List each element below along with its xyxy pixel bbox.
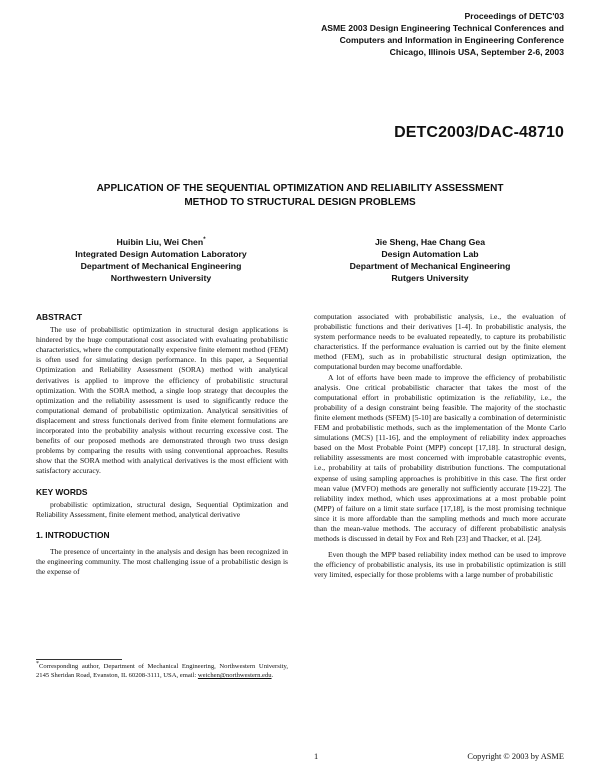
right-column [314, 312, 566, 580]
author-block-rutgers [322, 236, 538, 284]
page-number: 1 [314, 752, 319, 761]
abstract-heading: ABSTRACT [36, 312, 83, 322]
reliability-term: reliability [504, 392, 534, 402]
footnote-mark: * [36, 660, 39, 667]
title-line-2: METHOD TO STRUCTURAL DESIGN PROBLEMS [184, 197, 416, 208]
author-lab: Design Automation Lab [381, 249, 479, 259]
author-lab: Integrated Design Automation Laboratory [75, 249, 247, 259]
body-paragraph-1: computation associated with probabilistic analysis, i.e., the evaluation of probabilistic functions and their derivatives [1-4]. In probabilistic analysis, the system performance needs to be evaluated repeatedly, to capture its probabilistic characteristics. If the performance evaluation is carried out by the finite element method (FEM), such as in probabilistic structural design optimization, the computational burden may become unaffordable. [314, 312, 566, 372]
footnote-mark: * [203, 237, 206, 244]
author-names: Huibin Liu, Wei Chen [116, 237, 204, 247]
proceedings-line-1: Proceedings of DETC'03 [464, 11, 564, 21]
paper-title [40, 182, 560, 210]
introduction-text: The presence of uncertainty in the analysis and design has been recognized in the engineering community. The most challenging issue of a probabilistic design is the expense of [36, 546, 288, 577]
body-paragraph-2 [314, 373, 566, 545]
body-paragraph-3: Even though the MPP based reliability index method can be used to improve the efficiency of probabilistic analysis, its use in probabilistic optimization is still very limited, especially for those problems with a large number of probabilistic [314, 550, 566, 580]
footnote-divider [36, 659, 122, 660]
footnote-end: . [271, 671, 274, 679]
author-univ: Northwestern University [110, 273, 212, 283]
author-dept: Department of Mechanical Engineering [349, 261, 511, 271]
footnote-text: Corresponding author, Department of Mechanical Engineering, Northwestern University, 2145 Sheridan Road, Evanston, IL 60208-3111, USA, email: [36, 663, 288, 679]
footnote [36, 660, 288, 681]
author-dept: Department of Mechanical Engineering [80, 261, 242, 271]
keywords-text: probabilistic optimization, structural design, Sequential Optimization and Reliability Assessment, finite element method, analytical derivative [36, 499, 288, 519]
author-names-left [56, 236, 266, 248]
left-column [36, 312, 288, 577]
proceedings-header [321, 10, 564, 58]
abstract-text: The use of probabilistic optimization in structural design applications is hindered by the huge computational cost associated with evaluating probabilistic characteristics, where the computationally expensive finite element method (FEM) is often used for simulating design performance. In this paper, a Sequential Optimization and Reliability Assessment (SORA) method with analytical derivatives is applied to improve the efficiency of probabilistic structural optimization. With the SORA method, a single loop strategy that decouples the optimization and the reliability assessment is used to significantly reduce the computational demand of probabilistic optimization. Analytical sensitivities of displacement and stress functionals derived from finite element formulations are incorporated into the probability analysis without recurring excessive cost. The benefits of our proposed methods are demonstrated through two truss design problems by comparing the results with using conventional approaches. Results show that the SORA method with analytical derivatives is the most efficient with satisfactory accuracy. [36, 325, 288, 476]
introduction-heading: 1. INTRODUCTION [36, 529, 110, 540]
author-univ: Rutgers University [391, 273, 469, 283]
copyright-notice: Copyright © 2003 by ASME [467, 752, 564, 761]
proceedings-line-2: ASME 2003 Design Engineering Technical Conferences and [321, 23, 564, 33]
keywords-heading: KEY WORDS [36, 486, 88, 497]
author-block-northwestern [56, 236, 266, 284]
paper-id: DETC2003/DAC-48710 [394, 124, 564, 141]
para2-part-b: , i.e., the probability of a design constraint being feasible. The majority of the stochastic finite element methods (SFEM) [5-10] are basically a combination of deterministic FEM and probabilistic methods, such as the implementation of the Monte Carlo simulations (MCS) [11-16], and the employment of reliability index approaches based on the Most Probable Point (MPP) concept [17,18]. In structural design, reliability assessments are most concerned with improbable catastrophic events, i.e., probability at tails of probability distribution functions. The computational expense of using sampling approaches is prohibitive in this case. The first order mean value (MVFO) methods are generally not sufficiently accurate [19-22]. The reliability index method, which uses approximations at a most probable point (MPP) of failure on a limit state surface [17,18], is the most promising technique since it is more affordable than the sampling methods and much more accurate than the mean-value methods. The accuracy of different probabilistic analysis methods is discussed in detail by Fox and Reh [23] and Thacker, et al. [24]. [314, 392, 566, 544]
para2-part-a: A lot of efforts have been made to improve the efficiency of probabilistic analysis. One critical probabilistic character that takes the most of the computational effort in probabilistic optimization is the [314, 372, 566, 402]
proceedings-line-3: Computers and Information in Engineering Conference [339, 35, 564, 45]
author-names-right: Jie Sheng, Hae Chang Gea [374, 237, 486, 247]
proceedings-line-4: Chicago, Illinois USA, September 2-6, 2003 [389, 47, 564, 57]
title-line-1: APPLICATION OF THE SEQUENTIAL OPTIMIZATION AND RELIABILITY ASSESSMENT [96, 183, 504, 194]
email-link[interactable]: weichen@northwestern.edu [197, 671, 272, 679]
